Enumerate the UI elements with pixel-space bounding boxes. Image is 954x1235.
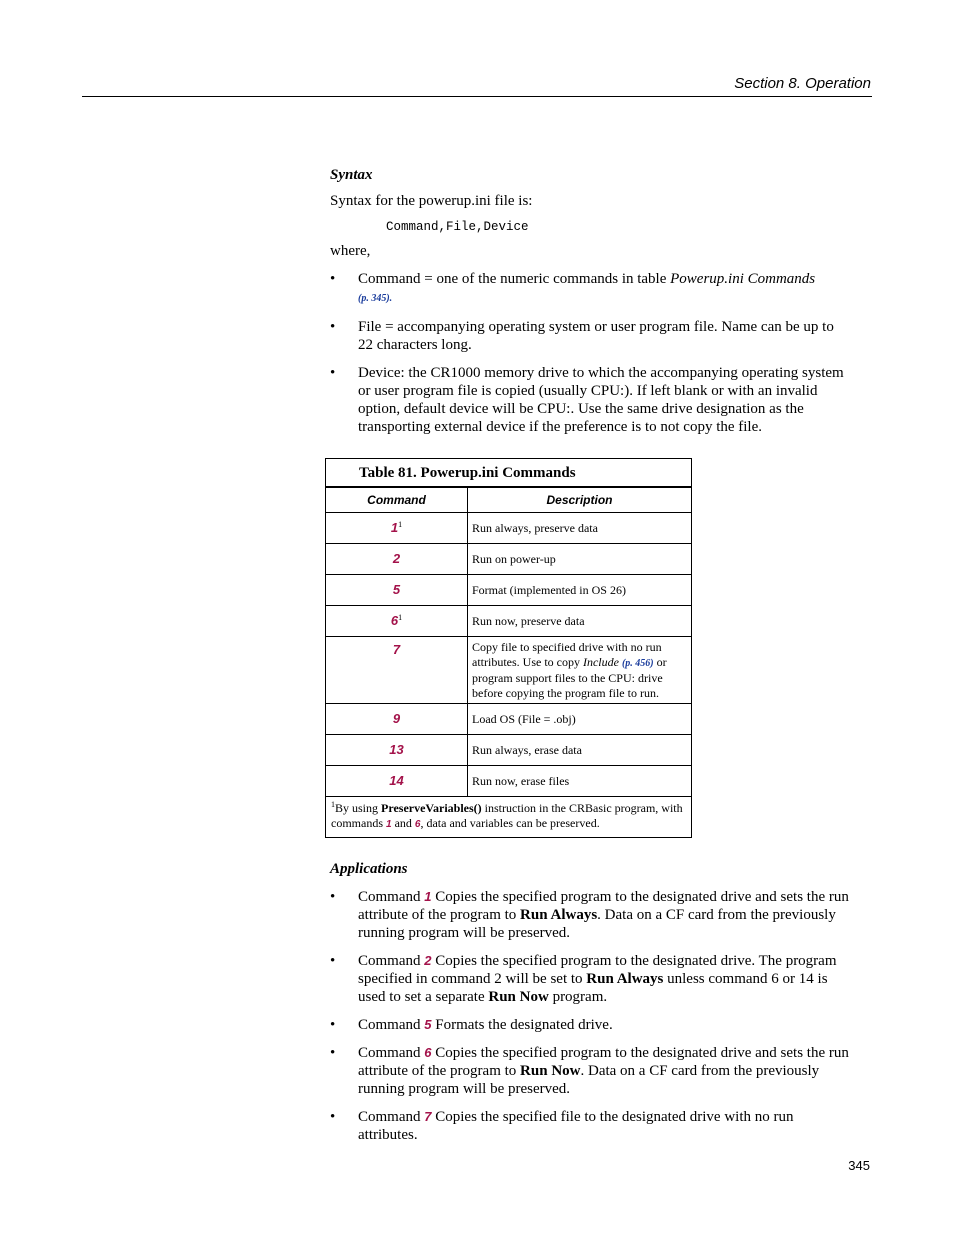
column-header-command: Command xyxy=(326,488,468,513)
list-item: • Command 6 Copies the specified program to the designated drive and sets the run attribute of the program to Run Now. Data on a CF card from the previously running program will be preserved. xyxy=(330,1044,850,1098)
list-item: • Command 5 Formats the designated drive. xyxy=(330,1016,850,1034)
command-description: Run always, preserve data xyxy=(468,513,692,544)
list-item: • Command = one of the numeric commands in table Powerup.ini Commands (p. 345). xyxy=(330,270,850,308)
table-row xyxy=(326,735,691,766)
list-item: • Command 1 Copies the specified program to the designated drive and sets the run attribute of the program to Run Always. Data on a CF card from the previously running program will be preserved. xyxy=(330,888,850,942)
command-description: Run now, preserve data xyxy=(468,606,692,637)
table-row xyxy=(326,544,691,575)
table-row xyxy=(326,704,691,735)
command-description: Copy file to specified drive with no run attributes. Use to copy Include (p. 456) or program support files to the CPU: drive before copying the program file to run. xyxy=(468,637,692,704)
command-number: 14 xyxy=(389,772,404,788)
column-header-description: Description xyxy=(468,488,692,513)
command-number: 9 xyxy=(392,710,401,726)
command-description: Run on power-up xyxy=(468,544,692,575)
command-number: 7 xyxy=(392,642,401,657)
command-number: 5 xyxy=(392,581,401,597)
list-item: • File = accompanying operating system or user program file. Name can be up to 22 characters long. xyxy=(330,318,850,354)
table-footnote: $^1$By using PreserveVariables() instruction in the CRBasic program, with commands 1 and 6, data and variables can be preserved. xyxy=(326,796,691,837)
table-row xyxy=(326,637,691,704)
page-reference-link[interactable]: (p. 345) xyxy=(358,293,390,304)
page-number: 345 xyxy=(848,1158,870,1173)
applications-heading: Applications xyxy=(330,861,408,877)
page-reference-link[interactable]: (p. 456) xyxy=(621,657,654,669)
list-item: • Command 7 Copies the specified file to the designated drive with no run attributes. xyxy=(330,1108,850,1144)
syntax-where: where, xyxy=(330,243,371,259)
command-description: Load OS (File = .obj) xyxy=(468,704,692,735)
syntax-intro: Syntax for the powerup.ini file is: xyxy=(330,193,533,209)
list-item: • Device: the CR1000 memory drive to which the accompanying operating system or user program file is copied (usually CPU:). If left blank or with an invalid option, default device will be CPU:. Use the same drive designation as the transporting external device if the preference is to not copy the file. xyxy=(330,364,850,436)
syntax-heading: Syntax xyxy=(330,167,373,183)
header-rule xyxy=(82,96,872,97)
powerup-commands-table xyxy=(325,458,692,838)
list-item: • Command 2 Copies the specified program to the designated drive. The program specified in command 2 will be set to Run Always unless command 6 or 14 is used to set a separate Run Now program. xyxy=(330,952,850,1006)
command-number: 2 xyxy=(392,550,401,566)
page-content xyxy=(330,166,850,1154)
table-row: $6^1$ Run now, preserve data xyxy=(326,606,691,637)
command-description: Run always, erase data xyxy=(468,735,692,766)
command-number: 13 xyxy=(389,741,404,757)
running-header: Section 8. Operation xyxy=(734,75,871,92)
table-header-row xyxy=(326,488,691,513)
command-description: Format (implemented in OS 26) xyxy=(468,575,692,606)
table-row xyxy=(326,766,691,797)
syntax-bullet-list xyxy=(330,270,850,436)
command-number: 1 xyxy=(390,519,399,535)
command-description: Run now, erase files xyxy=(468,766,692,797)
command-number: 6 xyxy=(390,612,399,628)
syntax-code: Command,File,Device xyxy=(386,220,529,234)
table-row: $1^1$ Run always, preserve data xyxy=(326,513,691,544)
table-title: Table 81. Powerup.ini Commands xyxy=(326,459,691,488)
table-row xyxy=(326,575,691,606)
applications-bullet-list xyxy=(330,888,850,1144)
